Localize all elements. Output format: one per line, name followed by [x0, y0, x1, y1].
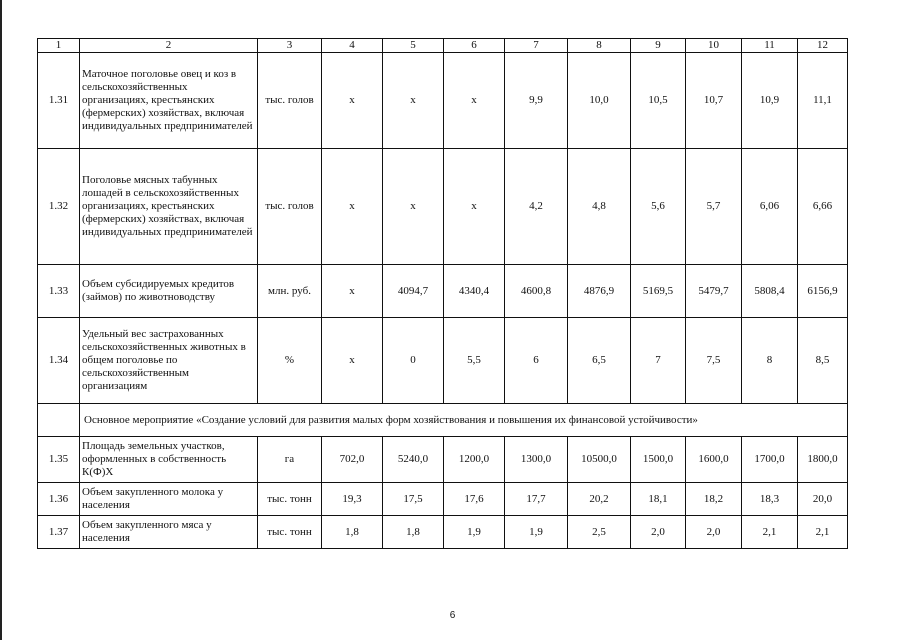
value-cell: 10,7	[686, 53, 742, 149]
value-cell: 18,2	[686, 483, 742, 516]
value-cell: 17,7	[505, 483, 568, 516]
section-title: Основное мероприятие «Создание условий для развития малых форм хозяйствования и повышения их финансовой устойчивости»	[80, 404, 848, 437]
value-cell: 1500,0	[631, 437, 686, 483]
value-cell: 9,9	[505, 53, 568, 149]
value-cell: 17,6	[444, 483, 505, 516]
value-cell: х	[322, 318, 383, 404]
value-cell: 6,06	[742, 149, 798, 265]
header-cell: 12	[798, 39, 848, 53]
value-cell: 7,5	[686, 318, 742, 404]
header-cell: 2	[80, 39, 258, 53]
value-cell: 2,0	[686, 516, 742, 549]
row-number: 1.35	[38, 437, 80, 483]
table-row	[38, 437, 848, 483]
value-cell: 8,5	[798, 318, 848, 404]
empty-cell	[38, 404, 80, 437]
value-cell: 702,0	[322, 437, 383, 483]
value-cell: 1,9	[505, 516, 568, 549]
value-cell: 0	[383, 318, 444, 404]
table-row	[38, 149, 848, 265]
value-cell: 18,1	[631, 483, 686, 516]
indicator-name: Поголовье мясных табунных лошадей в сельскохозяйственных организациях, крестьянских (фермерских) хозяйствах, включая индивидуальных предпринимателей	[80, 149, 258, 265]
value-cell: 4340,4	[444, 265, 505, 318]
value-cell: 1800,0	[798, 437, 848, 483]
unit-cell: тыс. голов	[258, 149, 322, 265]
indicator-name: Объем закупленного мяса у населения	[80, 516, 258, 549]
table-row	[38, 318, 848, 404]
value-cell: 5,7	[686, 149, 742, 265]
row-number: 1.31	[38, 53, 80, 149]
value-cell: 2,0	[631, 516, 686, 549]
header-cell: 1	[38, 39, 80, 53]
header-cell: 4	[322, 39, 383, 53]
value-cell: 1200,0	[444, 437, 505, 483]
value-cell: х	[322, 53, 383, 149]
value-cell: 1300,0	[505, 437, 568, 483]
row-number: 1.34	[38, 318, 80, 404]
unit-cell: га	[258, 437, 322, 483]
header-cell: 11	[742, 39, 798, 53]
value-cell: 7	[631, 318, 686, 404]
header-cell: 3	[258, 39, 322, 53]
value-cell: 2,1	[742, 516, 798, 549]
value-cell: 5808,4	[742, 265, 798, 318]
value-cell: 1700,0	[742, 437, 798, 483]
indicator-name: Маточное поголовье овец и коз в сельскохозяйственных организациях, крестьянских (фермерских) хозяйствах, включая индивидуальных предпринимателей	[80, 53, 258, 149]
unit-cell: тыс. голов	[258, 53, 322, 149]
value-cell: х	[444, 149, 505, 265]
value-cell: 11,1	[798, 53, 848, 149]
value-cell: 19,3	[322, 483, 383, 516]
value-cell: 1,8	[322, 516, 383, 549]
value-cell: х	[383, 149, 444, 265]
indicator-name: Площадь земельных участков, оформленных в собственность К(Ф)Х	[80, 437, 258, 483]
value-cell: 1,8	[383, 516, 444, 549]
row-number: 1.36	[38, 483, 80, 516]
value-cell: 20,0	[798, 483, 848, 516]
row-number: 1.37	[38, 516, 80, 549]
row-number: 1.33	[38, 265, 80, 318]
table-row	[38, 516, 848, 549]
value-cell: 10,5	[631, 53, 686, 149]
value-cell: 5,5	[444, 318, 505, 404]
table-row	[38, 53, 848, 149]
value-cell: х	[322, 265, 383, 318]
indicator-name: Удельный вес застрахованных сельскохозяйственных животных в общем поголовье по сельскохозяйственным организациям	[80, 318, 258, 404]
value-cell: 6,66	[798, 149, 848, 265]
header-cell: 9	[631, 39, 686, 53]
scan-left-edge	[0, 0, 2, 640]
value-cell: 5,6	[631, 149, 686, 265]
header-row	[38, 39, 848, 53]
value-cell: 8	[742, 318, 798, 404]
value-cell: 6156,9	[798, 265, 848, 318]
value-cell: 5169,5	[631, 265, 686, 318]
value-cell: 5240,0	[383, 437, 444, 483]
value-cell: 1,9	[444, 516, 505, 549]
value-cell: 6,5	[568, 318, 631, 404]
table-row	[38, 483, 848, 516]
value-cell: 10,9	[742, 53, 798, 149]
indicators-table	[37, 38, 848, 549]
value-cell: 18,3	[742, 483, 798, 516]
value-cell: 10,0	[568, 53, 631, 149]
value-cell: 17,5	[383, 483, 444, 516]
page-number: 6	[449, 610, 456, 621]
indicator-name: Объем закупленного молока у населения	[80, 483, 258, 516]
value-cell: 2,5	[568, 516, 631, 549]
value-cell: 20,2	[568, 483, 631, 516]
value-cell: 2,1	[798, 516, 848, 549]
value-cell: 4,8	[568, 149, 631, 265]
value-cell: 5479,7	[686, 265, 742, 318]
value-cell: 1600,0	[686, 437, 742, 483]
row-number: 1.32	[38, 149, 80, 265]
section-row	[38, 404, 848, 437]
value-cell: х	[322, 149, 383, 265]
table-row	[38, 265, 848, 318]
value-cell: 4600,8	[505, 265, 568, 318]
header-cell: 6	[444, 39, 505, 53]
value-cell: 6	[505, 318, 568, 404]
value-cell: 10500,0	[568, 437, 631, 483]
header-cell: 8	[568, 39, 631, 53]
value-cell: 4876,9	[568, 265, 631, 318]
value-cell: х	[444, 53, 505, 149]
header-cell: 10	[686, 39, 742, 53]
unit-cell: тыс. тонн	[258, 516, 322, 549]
header-cell: 7	[505, 39, 568, 53]
unit-cell: млн. руб.	[258, 265, 322, 318]
unit-cell: тыс. тонн	[258, 483, 322, 516]
value-cell: 4094,7	[383, 265, 444, 318]
indicator-name: Объем субсидируемых кредитов (займов) по животноводству	[80, 265, 258, 318]
value-cell: 4,2	[505, 149, 568, 265]
value-cell: х	[383, 53, 444, 149]
unit-cell: %	[258, 318, 322, 404]
header-cell: 5	[383, 39, 444, 53]
